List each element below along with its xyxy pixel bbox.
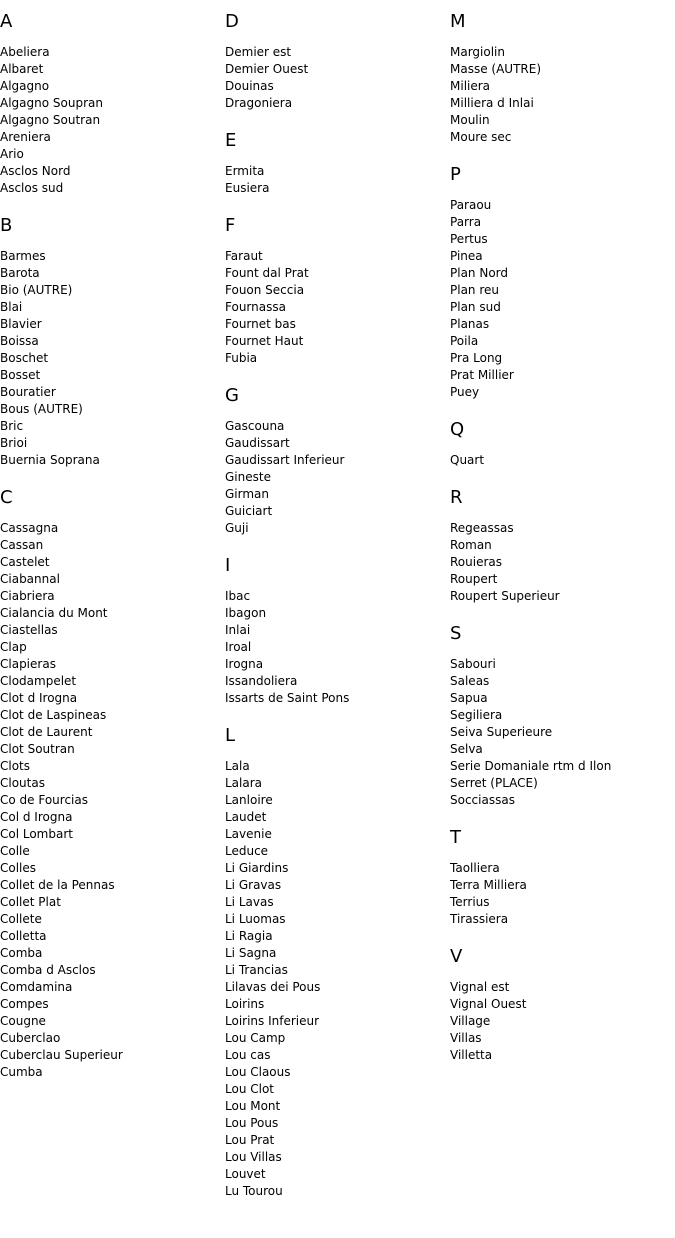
- list-item: Bosset: [0, 368, 41, 382]
- list-item: Plan sud: [450, 300, 501, 314]
- letter-heading: I: [225, 555, 231, 576]
- name-list: [0, 520, 225, 1081]
- list-item: Roman: [450, 538, 492, 552]
- list-item: Demier Ouest: [225, 62, 309, 76]
- list-item: Asclos Nord: [0, 164, 71, 178]
- list-item: Village: [450, 1014, 491, 1028]
- list-item: Lilavas dei Pous: [225, 980, 321, 994]
- list-item: Sapua: [450, 691, 488, 705]
- list-item: Fournassa: [225, 300, 286, 314]
- list-item: Blai: [0, 300, 23, 314]
- list-item: Collete: [0, 912, 42, 926]
- name-list: [225, 248, 450, 367]
- list-item: Co de Fourcias: [0, 793, 88, 807]
- list-item: Boissa: [0, 334, 39, 348]
- list-item: Tirassiera: [450, 912, 509, 926]
- list-item: Moulin: [450, 113, 490, 127]
- list-item: Demier est: [225, 45, 292, 59]
- list-item: Pertus: [450, 232, 488, 246]
- list-item: Compes: [0, 997, 49, 1011]
- list-item: Villas: [450, 1031, 482, 1045]
- list-item: Li Lavas: [225, 895, 274, 909]
- list-item: Li Gravas: [225, 878, 282, 892]
- list-item: Algagno: [0, 79, 50, 93]
- list-item: Cougne: [0, 1014, 46, 1028]
- list-item: Clodampelet: [0, 674, 77, 688]
- list-item: Faraut: [225, 249, 263, 263]
- list-item: Guiciart: [225, 504, 273, 518]
- list-item: Ciabannal: [0, 572, 60, 586]
- list-item: Lou Clot: [225, 1082, 274, 1096]
- list-item: Colles: [0, 861, 37, 875]
- list-item: Roupert Superieur: [450, 589, 560, 603]
- list-item: Seiva Superieure: [450, 725, 553, 739]
- list-item: Bio (AUTRE): [0, 283, 73, 297]
- list-item: Villetta: [450, 1048, 493, 1062]
- index-column-3: [450, 10, 675, 1064]
- letter-section: [450, 945, 675, 1064]
- list-item: Li Luomas: [225, 912, 286, 926]
- list-item: Ciastellas: [0, 623, 58, 637]
- list-item: Louvet: [225, 1167, 266, 1181]
- list-item: Bric: [0, 419, 24, 433]
- list-item: Collet Plat: [0, 895, 61, 909]
- list-item: Lanloire: [225, 793, 273, 807]
- name-list: [450, 979, 675, 1064]
- list-item: Comba: [0, 946, 43, 960]
- list-item: Cuberclau Superieur: [0, 1048, 123, 1062]
- letter-section: [0, 486, 225, 1081]
- list-item: Ciabriera: [0, 589, 55, 603]
- list-item: Lalara: [225, 776, 263, 790]
- list-item: Eusiera: [225, 181, 270, 195]
- letter-section: [450, 10, 675, 146]
- list-item: Ario: [0, 147, 24, 161]
- letter-heading: P: [450, 164, 461, 185]
- name-list: [225, 588, 450, 707]
- list-item: Parra: [450, 215, 482, 229]
- list-item: Moure sec: [450, 130, 512, 144]
- list-item: Algagno Soupran: [0, 96, 103, 110]
- list-item: Clot Soutran: [0, 742, 75, 756]
- list-item: Serret (PLACE): [450, 776, 538, 790]
- list-item: Col Lombart: [0, 827, 73, 841]
- list-item: Sabouri: [450, 657, 496, 671]
- list-item: Plan Nord: [450, 266, 509, 280]
- list-item: Fouon Seccia: [225, 283, 305, 297]
- name-list: [450, 44, 675, 146]
- list-item: Albaret: [0, 62, 44, 76]
- list-item: Bous (AUTRE): [0, 402, 83, 416]
- list-item: Lou Mont: [225, 1099, 281, 1113]
- list-item: Loirins Inferieur: [225, 1014, 320, 1028]
- list-item: Cassagna: [0, 521, 59, 535]
- list-item: Masse (AUTRE): [450, 62, 542, 76]
- list-item: Poila: [450, 334, 479, 348]
- letter-heading: S: [450, 623, 462, 644]
- list-item: Milliera d Inlai: [450, 96, 534, 110]
- list-item: Pinea: [450, 249, 483, 263]
- list-item: Fournet Haut: [225, 334, 304, 348]
- list-item: Margiolin: [450, 45, 505, 59]
- letter-section: [450, 486, 675, 605]
- letter-section: [225, 384, 450, 537]
- list-item: Lou Villas: [225, 1150, 282, 1164]
- name-list: [450, 197, 675, 401]
- list-item: Regeassas: [450, 521, 514, 535]
- list-item: Leduce: [225, 844, 269, 858]
- list-item: Li Trancias: [225, 963, 288, 977]
- list-item: Loirins: [225, 997, 265, 1011]
- letter-heading: D: [225, 11, 239, 32]
- list-item: Fournet bas: [225, 317, 296, 331]
- list-item: Brioi: [0, 436, 28, 450]
- list-item: Gaudissart: [225, 436, 290, 450]
- list-item: Lou Pous: [225, 1116, 279, 1130]
- list-item: Lou Claous: [225, 1065, 291, 1079]
- list-item: Barota: [0, 266, 40, 280]
- list-item: Clot d Irogna: [0, 691, 78, 705]
- list-item: Miliera: [450, 79, 491, 93]
- name-list: [225, 418, 450, 537]
- name-list: [450, 452, 675, 469]
- list-item: Clots: [0, 759, 31, 773]
- name-list: [225, 44, 450, 112]
- letter-heading: A: [0, 11, 13, 32]
- list-item: Barmes: [0, 249, 46, 263]
- list-item: Clap: [0, 640, 27, 654]
- list-item: Issarts de Saint Pons: [225, 691, 350, 705]
- letter-section: [450, 826, 675, 928]
- list-item: Lou cas: [225, 1048, 271, 1062]
- name-list: [450, 520, 675, 605]
- list-item: Socciassas: [450, 793, 515, 807]
- list-item: Terra Milliera: [450, 878, 527, 892]
- list-item: Vignal est: [450, 980, 510, 994]
- name-list: [0, 44, 225, 197]
- list-item: Fubia: [225, 351, 258, 365]
- list-item: Taolliera: [450, 861, 500, 875]
- list-item: Issandoliera: [225, 674, 298, 688]
- list-item: Buernia Soprana: [0, 453, 100, 467]
- list-item: Lu Tourou: [225, 1184, 283, 1198]
- letter-heading: R: [450, 487, 463, 508]
- list-item: Castelet: [0, 555, 50, 569]
- letter-section: [450, 622, 675, 809]
- letter-heading: T: [450, 827, 461, 848]
- list-item: Plan reu: [450, 283, 500, 297]
- list-item: Laudet: [225, 810, 267, 824]
- letter-heading: B: [0, 215, 13, 236]
- letter-heading: E: [225, 130, 237, 151]
- list-item: Abeliera: [0, 45, 50, 59]
- list-item: Douinas: [225, 79, 274, 93]
- list-item: Li Giardins: [225, 861, 289, 875]
- list-item: Ibac: [225, 589, 251, 603]
- list-item: Terrius: [450, 895, 490, 909]
- list-item: Li Ragia: [225, 929, 273, 943]
- list-item: Gaudissart Inferieur: [225, 453, 345, 467]
- list-item: Irogna: [225, 657, 264, 671]
- list-item: Clapieras: [0, 657, 56, 671]
- letter-section: [225, 10, 450, 112]
- list-item: Cialancia du Mont: [0, 606, 108, 620]
- list-item: Prat Millier: [450, 368, 514, 382]
- list-item: Cuberclao: [0, 1031, 61, 1045]
- list-item: Roupert: [450, 572, 498, 586]
- list-item: Blavier: [0, 317, 42, 331]
- list-item: Lala: [225, 759, 250, 773]
- list-item: Li Sagna: [225, 946, 277, 960]
- letter-heading: G: [225, 385, 239, 406]
- list-item: Iroal: [225, 640, 252, 654]
- list-item: Pra Long: [450, 351, 503, 365]
- letter-heading: Q: [450, 419, 465, 440]
- letter-section: [225, 129, 450, 197]
- letter-section: [450, 163, 675, 401]
- list-item: Colle: [0, 844, 30, 858]
- list-item: Vignal Ouest: [450, 997, 527, 1011]
- letter-heading: L: [225, 725, 236, 746]
- list-item: Gineste: [225, 470, 271, 484]
- letter-section: [0, 214, 225, 469]
- list-item: Cassan: [0, 538, 44, 552]
- letter-heading: V: [450, 946, 463, 967]
- list-item: Algagno Soutran: [0, 113, 101, 127]
- name-list: [0, 248, 225, 469]
- list-item: Ermita: [225, 164, 265, 178]
- list-item: Guji: [225, 521, 249, 535]
- list-item: Bouratier: [0, 385, 56, 399]
- index-column-2: [225, 10, 450, 1200]
- list-item: Cumba: [0, 1065, 43, 1079]
- name-list: [450, 656, 675, 809]
- list-item: Saleas: [450, 674, 490, 688]
- list-item: Boschet: [0, 351, 49, 365]
- list-item: Cloutas: [0, 776, 45, 790]
- name-list: [225, 758, 450, 1200]
- list-item: Serie Domaniale rtm d Ilon: [450, 759, 612, 773]
- letter-section: [225, 554, 450, 707]
- list-item: Puey: [450, 385, 480, 399]
- list-item: Planas: [450, 317, 490, 331]
- list-item: Clot de Laurent: [0, 725, 93, 739]
- list-item: Selva: [450, 742, 483, 756]
- list-item: Rouieras: [450, 555, 503, 569]
- list-item: Paraou: [450, 198, 492, 212]
- letter-section: [0, 10, 225, 197]
- list-item: Inlai: [225, 623, 251, 637]
- list-item: Col d Irogna: [0, 810, 73, 824]
- list-item: Dragoniera: [225, 96, 293, 110]
- name-list: [225, 163, 450, 197]
- list-item: Asclos sud: [0, 181, 64, 195]
- list-item: Lavenie: [225, 827, 272, 841]
- letter-heading: C: [0, 487, 13, 508]
- list-item: Ibagon: [225, 606, 267, 620]
- name-list: [450, 860, 675, 928]
- index-column-1: [0, 10, 225, 1081]
- list-item: Comdamina: [0, 980, 73, 994]
- letter-section: [225, 214, 450, 367]
- list-item: Colletta: [0, 929, 47, 943]
- list-item: Quart: [450, 453, 485, 467]
- letter-heading: F: [225, 215, 236, 236]
- list-item: Segiliera: [450, 708, 503, 722]
- list-item: Collet de la Pennas: [0, 878, 115, 892]
- list-item: Fount dal Prat: [225, 266, 309, 280]
- list-item: Comba d Asclos: [0, 963, 96, 977]
- list-item: Gascouna: [225, 419, 285, 433]
- list-item: Girman: [225, 487, 270, 501]
- letter-section: [225, 724, 450, 1200]
- list-item: Lou Camp: [225, 1031, 286, 1045]
- list-item: Areniera: [0, 130, 51, 144]
- list-item: Lou Prat: [225, 1133, 275, 1147]
- letter-section: [450, 418, 675, 469]
- list-item: Clot de Laspineas: [0, 708, 107, 722]
- letter-heading: M: [450, 11, 466, 32]
